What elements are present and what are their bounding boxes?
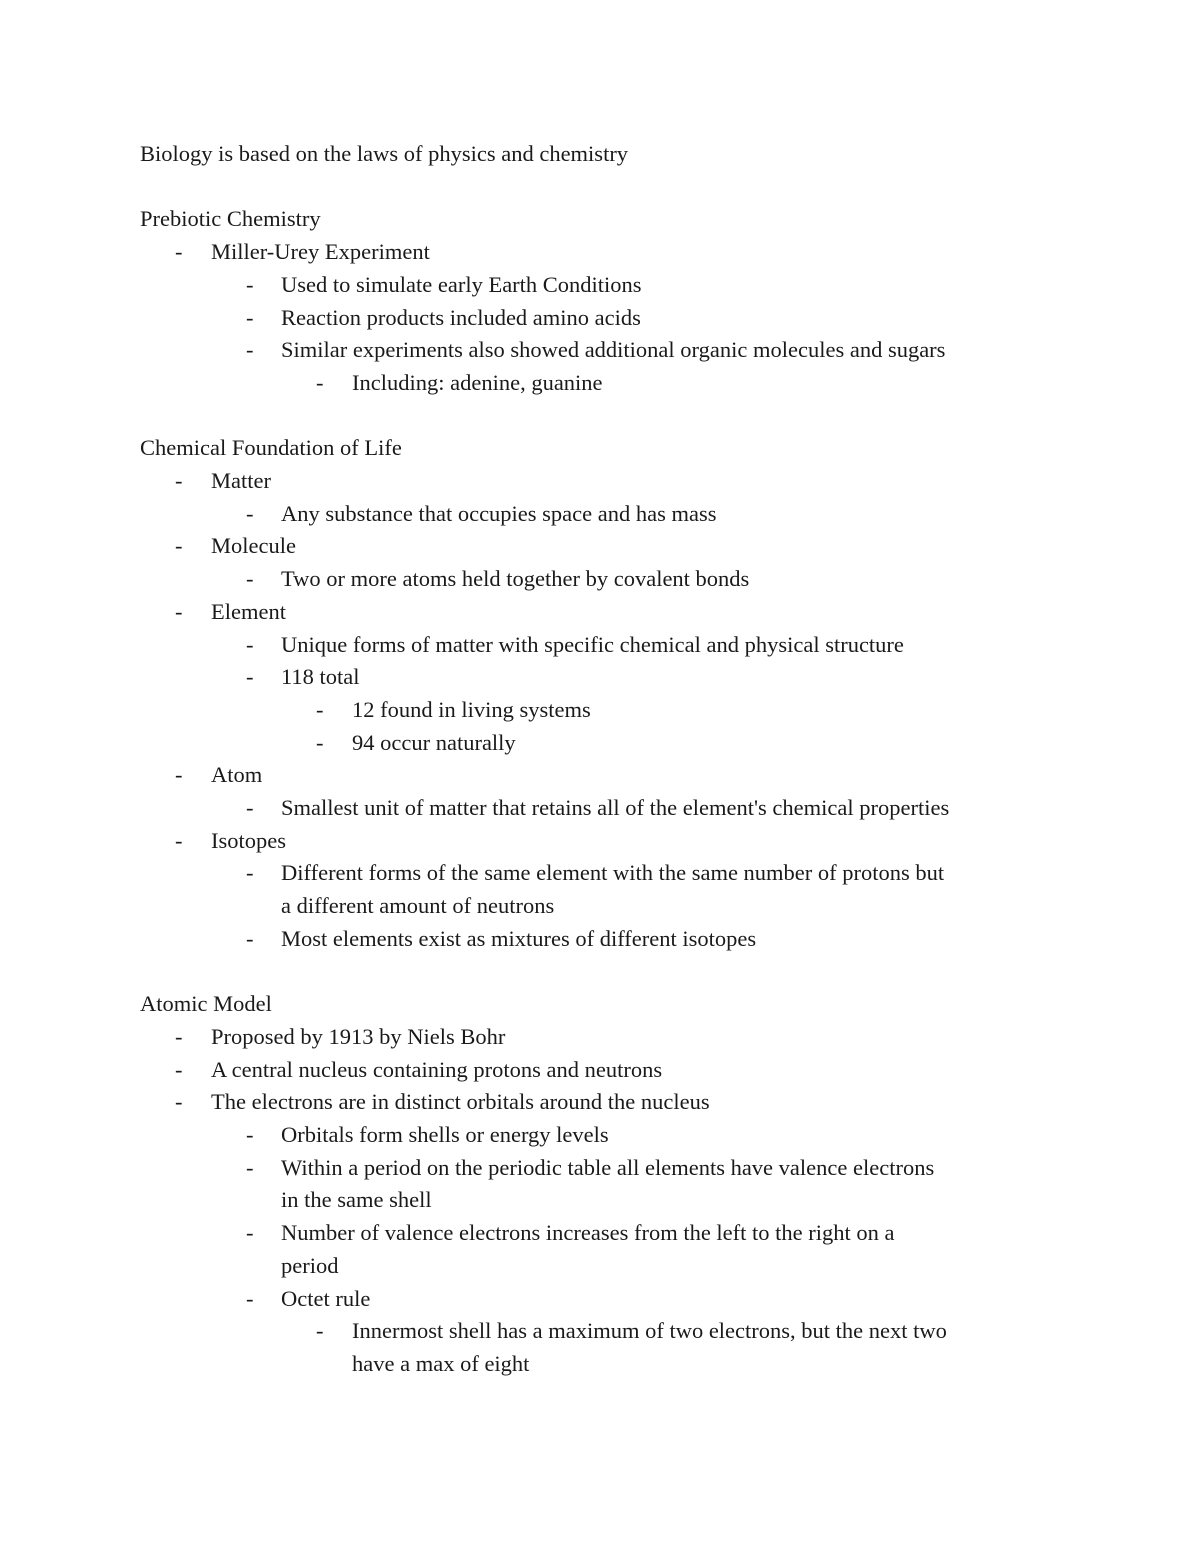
bullet-dash: - [246,566,254,592]
list-item [140,694,1070,727]
list-item-text: have a max of eight [352,1350,530,1376]
list-item-text: Innermost shell has a maximum of two electrons, but the next two [352,1318,947,1344]
list-item-text: Miller-Urey Experiment [211,239,430,265]
list-item [140,1152,1070,1185]
list-item [140,629,1070,662]
list-item-text: Atom [211,762,263,788]
bullet-dash: - [175,1089,183,1115]
bullet-dash: - [175,598,183,624]
list-item-text: Molecule [211,533,296,559]
list-item [140,1086,1070,1119]
list-item-text: Used to simulate early Earth Conditions [281,271,642,297]
list-item-text: A central nucleus containing protons and neutrons [211,1056,663,1082]
list-item-text: Unique forms of matter with specific chemical and physical structure [281,631,904,657]
list-item [140,596,1070,629]
heading-prebiotic-chemistry: Prebiotic Chemistry [140,206,321,232]
list-item-text: a different amount of neutrons [281,893,555,919]
bullet-dash: - [246,337,254,363]
list-item [140,465,1070,498]
bullet-dash: - [246,1154,254,1180]
list-item [140,498,1070,531]
list-item-text: Number of valence electrons increases from the left to the right on a [281,1220,895,1246]
list-item-text: Proposed by 1913 by Niels Bohr [211,1023,506,1049]
list-item-text: Isotopes [211,827,286,853]
list-item-text: Different forms of the same element with the same number of protons but [281,860,945,886]
list-item-text: 94 occur naturally [352,729,516,755]
list-item-text: Matter [211,468,271,493]
list-item-continuation [140,890,1070,923]
bullet-dash: - [175,239,183,265]
bullet-dash: - [246,304,254,330]
list-item-text: period [281,1252,339,1278]
bullet-dash: - [246,925,254,951]
bullet-dash: - [246,631,254,657]
bullet-dash: - [246,664,254,690]
list-item-text: 118 total [281,664,360,690]
bullet-dash: - [175,762,183,788]
list-item [140,269,1070,302]
list-item [140,1283,1070,1316]
bullet-dash: - [246,271,254,297]
bullet-dash: - [175,827,183,853]
bullet-dash: - [246,860,254,886]
list-item [140,759,1070,792]
bullet-dash: - [175,1056,183,1082]
list-item [140,1054,1070,1087]
spacer [140,400,1070,433]
bullet-dash: - [246,1122,254,1148]
list-item-text: Octet rule [281,1285,371,1311]
list-item [140,334,1070,367]
list-item [140,1315,1070,1348]
list-item-text: Similar experiments also showed additional organic molecules and sugars [281,337,946,363]
list-item-text: Within a period on the periodic table all elements have valence electrons [281,1154,935,1180]
bullet-dash: - [316,1318,324,1344]
list-item [140,563,1070,596]
bullet-dash: - [316,696,324,722]
spacer [140,171,1070,204]
list-item [140,727,1070,760]
bullet-dash: - [246,500,254,526]
bullet-dash: - [246,1285,254,1311]
list-item [140,1021,1070,1054]
list-item [140,661,1070,694]
list-item [140,923,1070,956]
list-item [140,1217,1070,1250]
list-item-text: Including: adenine, guanine [352,369,603,395]
list-item [140,236,1070,269]
document-body [140,138,1070,1381]
list-item-continuation [140,1184,1070,1217]
intro-line: Biology is based on the laws of physics and chemistry [140,141,629,166]
list-item-text: Most elements exist as mixtures of different isotopes [281,925,757,951]
heading-atomic-model: Atomic Model [140,991,272,1017]
list-item-text: Two or more atoms held together by covalent bonds [281,566,750,592]
list-item-text: Orbitals form shells or energy levels [281,1122,609,1148]
list-item-text: Smallest unit of matter that retains all of the element's chemical properties [281,795,950,821]
list-item-text: Any substance that occupies space and has mass [281,500,717,526]
list-item [140,825,1070,858]
bullet-dash: - [175,1023,183,1049]
bullet-dash: - [175,468,183,493]
list-item-text: in the same shell [281,1187,432,1213]
list-item-text: Reaction products included amino acids [281,304,641,330]
list-item [140,857,1070,890]
bullet-dash: - [246,1220,254,1246]
heading-chemical-foundation: Chemical Foundation of Life [140,435,402,461]
list-item [140,530,1070,563]
list-item-continuation [140,1250,1070,1283]
bullet-dash: - [175,533,183,559]
bullet-dash: - [246,795,254,821]
list-item [140,367,1070,400]
list-item-text: 12 found in living systems [352,696,591,722]
list-item [140,1119,1070,1152]
list-item-continuation [140,1348,1070,1381]
list-item-text: The electrons are in distinct orbitals around the nucleus [211,1089,710,1115]
bullet-dash: - [316,369,324,395]
list-item [140,302,1070,335]
list-item [140,792,1070,825]
bullet-dash: - [316,729,324,755]
list-item-text: Element [211,598,286,624]
spacer [140,956,1070,989]
